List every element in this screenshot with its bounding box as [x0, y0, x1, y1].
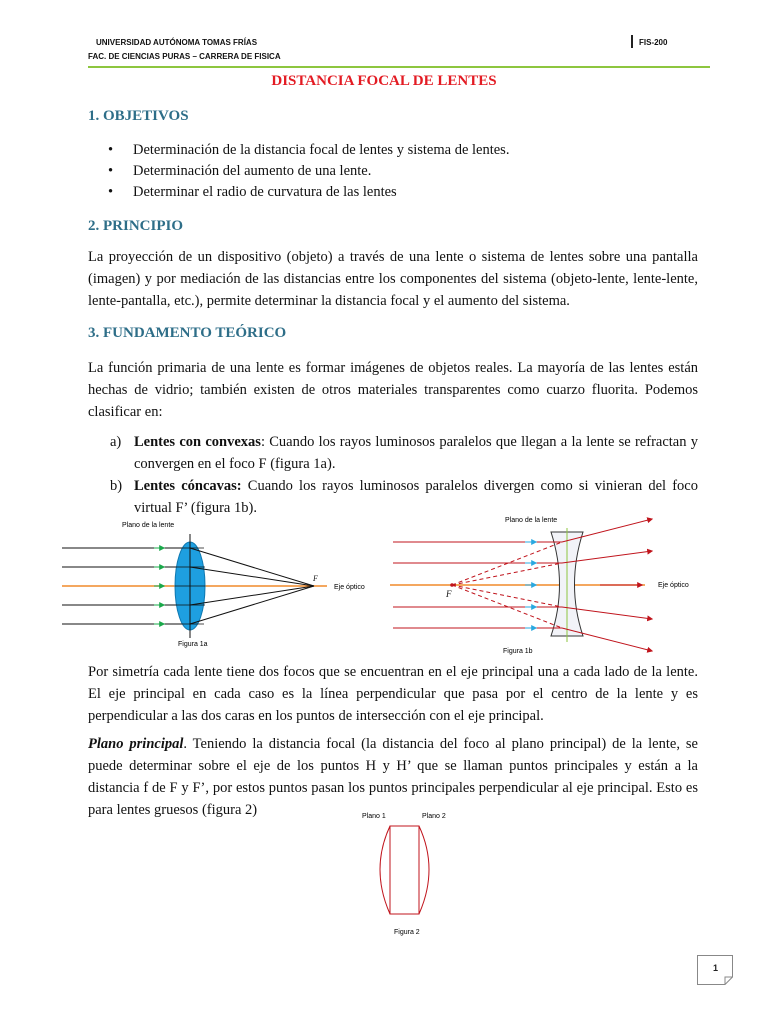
fig2-plane2-label: Plano 2 [422, 813, 446, 820]
fig1b-caption: Figura 1b [503, 648, 533, 655]
fig1a-axis-label: Eje óptico [334, 584, 365, 591]
fig1a-focus-label: F [313, 574, 318, 583]
fig1b-plane-label: Plano de la lente [505, 517, 558, 524]
principal-plane-text: . Teniendo la distancia focal (la distancia del foco al plano principal) de la lente, se puede determinar sobre el eje de los puntos H y H’ que se llaman puntos principales y están a la distancia f de F y F’, por estos puntos pasan los puntos principales perpendicular al eje principal. Esto es para lentes gruesos (figura 2) [88, 736, 698, 818]
section-heading-principle: 2. PRINCIPIO [88, 218, 184, 234]
principle-paragraph: La proyección de un dispositivo (objeto) a través de una lente o sistema de lentes sobre una pantalla (imagen) y por mediación de las distancias entre los componentes del sistema (objeto-lente, lente-lente, lente-pantalla, etc.), permite determinar la distancia focal y el aumento del sistema. [88, 249, 698, 309]
objectives-list [108, 140, 509, 203]
fig2-caption: Figura 2 [394, 929, 420, 936]
lens-type-text: : Cuando los rayos luminosos paralelos que llegan a la lente se refractan y convergen en el foco F (figura 1a). [134, 434, 698, 472]
objective-item: • Determinación del aumento de una lente. [108, 161, 509, 182]
header-faculty: FAC. DE CIENCIAS PURAS – CARRERA DE FISICA [88, 52, 281, 61]
header-code: FIS-200 [639, 38, 668, 47]
fig2-lens-surfaces [380, 826, 429, 914]
fig2-principal-planes [390, 826, 419, 914]
fig1b-axis-label: Eje óptico [658, 582, 689, 589]
fig1b-focus-point [450, 583, 454, 587]
page-number: 1 [713, 963, 719, 973]
objective-item: • Determinación de la distancia focal de lentes y sistema de lentes. [108, 140, 509, 161]
figure-1a-convex-lens [62, 516, 382, 651]
lens-type-convex [88, 431, 698, 475]
header-separator [631, 35, 633, 48]
lens-type-text: Cuando los rayos luminosos paralelos divergen como si vinieran del foco virtual F’ (figura 1b). [134, 478, 698, 516]
document-title: DISTANCIA FOCAL DE LENTES [271, 73, 497, 89]
header-university: UNIVERSIDAD AUTÓNOMA TOMAS FRÍAS [96, 38, 258, 47]
symmetry-paragraph: Por simetría cada lente tiene dos focos que se encuentran en el eje principal una a cada lado de la lente. El eje principal en cada caso es la línea perpendicular que pasa por el centro de la lente y es perpendicular a las dos caras en los puntos de intersección con el eje principal. [88, 664, 698, 724]
objective-item: • Determinar el radio de curvatura de las lentes [108, 182, 509, 203]
fig1a-plane-label: Plano de la lente [122, 522, 175, 529]
figure-1b-concave-lens [390, 512, 710, 657]
fig2-plane1-label: Plano 1 [362, 813, 386, 820]
section-heading-theory: 3. FUNDAMENTO TEÓRICO [88, 325, 287, 341]
fig1b-ray-arrows [525, 542, 536, 628]
header-rule [88, 66, 710, 68]
section-heading-objectives: 1. OBJETIVOS [88, 108, 189, 124]
lens-type-term: Lentes cóncavas: [134, 478, 242, 494]
principal-plane-term: Plano principal [88, 736, 184, 752]
list-marker: b) [110, 478, 123, 494]
lens-types-list [88, 431, 698, 519]
lens-type-term: Lentes con convexas [134, 434, 261, 450]
fig1a-caption: Figura 1a [178, 641, 208, 648]
fig1b-focus-label: F [446, 589, 452, 599]
figure-2-thick-lens [350, 808, 470, 938]
page-number-box [697, 955, 733, 985]
theory-intro-paragraph: La función primaria de una lente es formar imágenes de objetos reales. La mayoría de las lentes están hechas de vidrio; también existen de otros materiales transparentes como cuarzo fluorita. Podemos clasificar en: [88, 360, 698, 420]
list-marker: a) [110, 434, 122, 450]
fig1a-ray-arrows [154, 548, 164, 624]
